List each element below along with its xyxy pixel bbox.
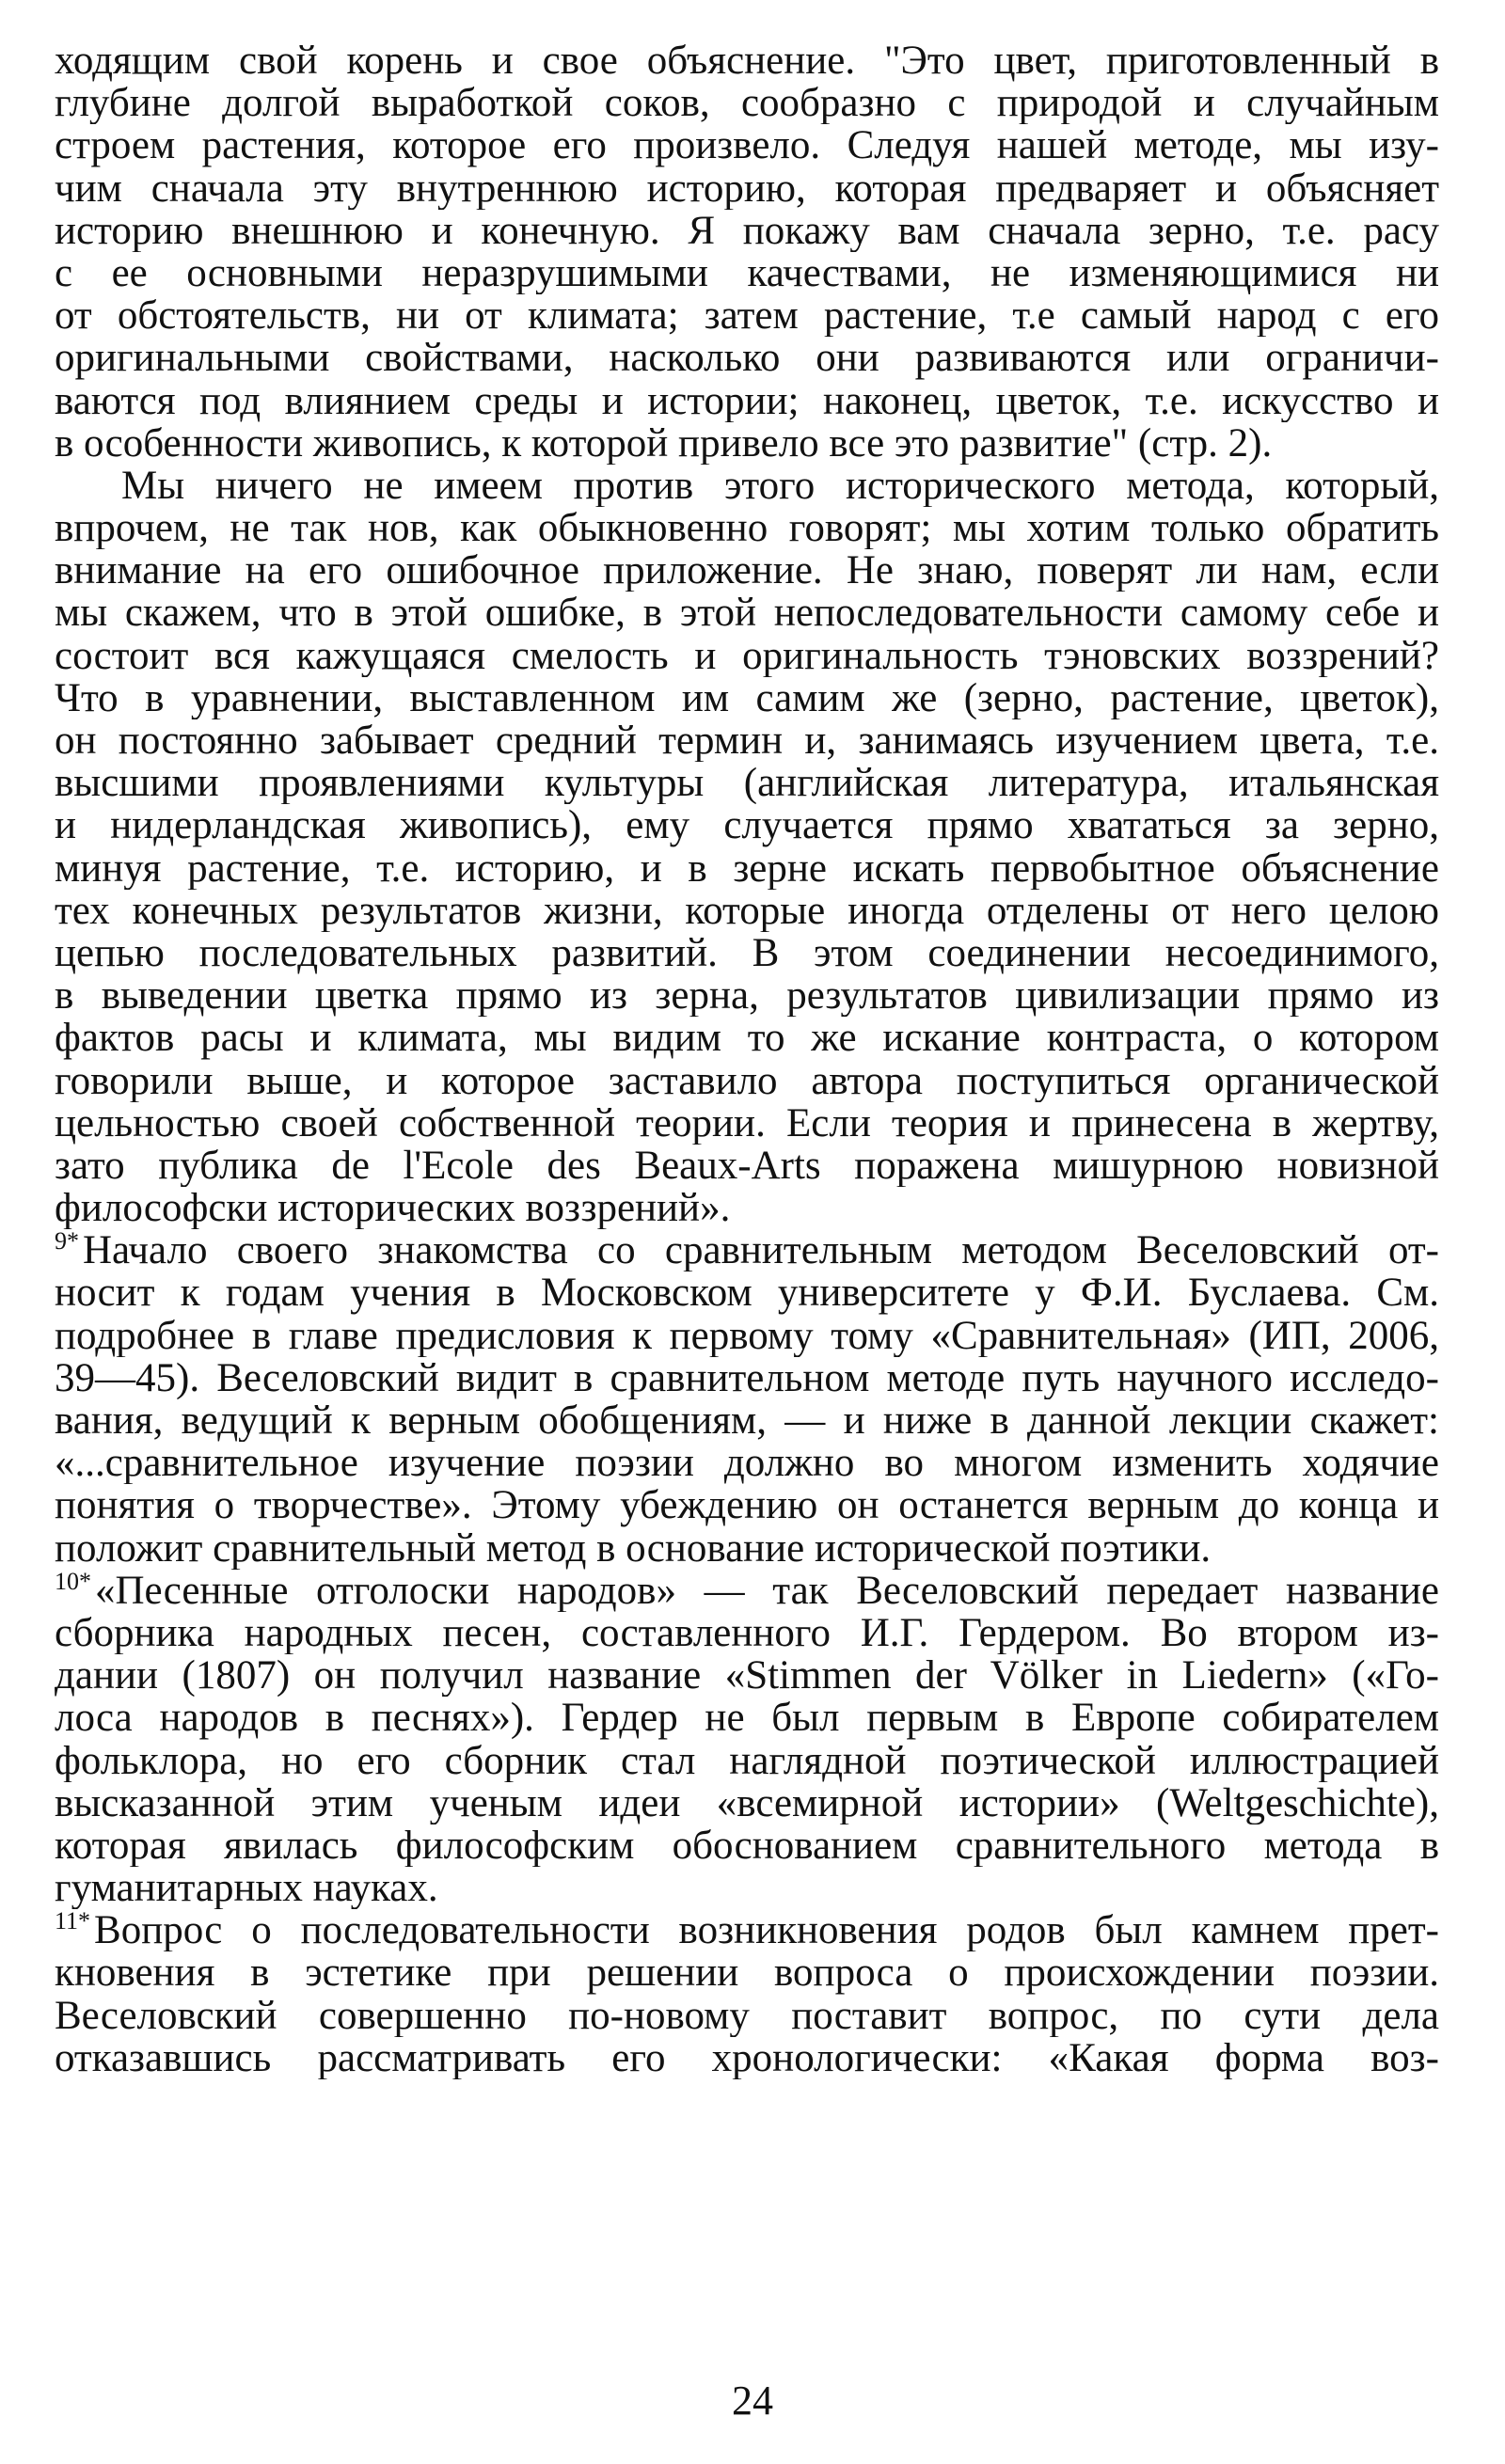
text-line: от обстоятельств, ни от климата; затем растение, т.е самый народ с его [55, 294, 1439, 338]
text-line: цельностью своей собственной теории. Если теория и принесена в жертву, [55, 1101, 1439, 1145]
text-line: чим сначала эту внутреннюю историю, которая предваряет и объясняет [55, 166, 1439, 210]
footnote-9-mark: 9* [55, 1229, 79, 1256]
text-line: Вопрос о последовательности возникновения родов был камнем прет- [94, 1909, 1439, 1952]
text-line: фольклора, но его сборник стал наглядной поэтической иллюстрацией [55, 1739, 1439, 1782]
paragraph-1 [55, 39, 1439, 465]
text-line: которая явилась философским обоснованием сравнительного метода в [55, 1824, 1439, 1868]
text-line: цепью последовательных развитий. В этом соединении несоединимого, [55, 931, 1439, 975]
text-line: и нидерландская живопись), ему случается прямо хвататься за зерно, [55, 804, 1439, 847]
text-line: «...сравнительное изучение поэзии должно во многом изменить ходячие [55, 1442, 1439, 1485]
text-line: внимание на его ошибочное приложение. Не знаю, поверят ли нам, если [55, 549, 1439, 592]
text-line: гуманитарных науках. [55, 1867, 438, 1910]
text-line: вания, ведущий к верным обобщениям, — и ниже в данной лекции скажет: [55, 1399, 1439, 1443]
text-line: положит сравнительный метод в основание исторической поэтики. [55, 1526, 1212, 1570]
text-line: с ее основными неразрушимыми качествами, не изменяющимися ни [55, 251, 1439, 295]
text-line: носит к годам учения в Московском университете у Ф.И. Буслаева. См. [55, 1271, 1439, 1315]
text-line: «Песенные отголоски народов» — так Веселовский передает название [95, 1569, 1439, 1612]
page-number: 24 [732, 2377, 773, 2424]
text-line: философски исторических воззрений». [55, 1187, 731, 1230]
text-line: говорили выше, и которое заставило автора поступиться органической [55, 1059, 1439, 1102]
text-line: ваются под влиянием среды и истории; наконец, цветок, т.е. искусство и [55, 379, 1439, 422]
footnote-9 [55, 1229, 1439, 1570]
text-line: понятия о творчестве». Этому убеждению он останется верным до конца и [55, 1484, 1439, 1527]
text-line: Веселовский совершенно по-новому поставит вопрос, по сути дела [55, 1994, 1439, 2037]
text-line: Начало своего знакомства со сравнительным методом Веселовский от- [83, 1229, 1439, 1272]
text-line: оригинальными свойствами, насколько они развиваются или ограничи- [55, 337, 1439, 380]
text-line: состоит вся кажущаяся смелость и оригинальность тэновских воззрений? [55, 634, 1439, 677]
text-line: в особенности живопись, к которой привело все это развитие" (стр. 2). [55, 421, 1273, 465]
text-line: строем растения, которое его произвело. Следуя нашей методе, мы изу- [55, 124, 1439, 167]
text-line: высшими проявлениями культуры (английская литература, итальянская [55, 762, 1439, 805]
text-line: кновения в эстетике при решении вопроса о происхождении поэзии. [55, 1951, 1439, 1995]
text-line: Мы ничего не имеем против этого исторического метода, который, [121, 464, 1439, 508]
footnote-10-mark: 10* [55, 1569, 91, 1595]
text-line: в выведении цветка прямо из зерна, результатов цивилизации прямо из [55, 974, 1439, 1018]
text-line: отказавшись рассматривать его хронологически: «Какая форма воз- [55, 2036, 1439, 2079]
text-line: фактов расы и климата, мы видим то же искание контраста, о котором [55, 1017, 1439, 1060]
footnote-11-mark: 11* [55, 1909, 91, 1935]
text-line: тех конечных результатов жизни, которые иногда отделены от него целою [55, 889, 1439, 932]
text-line: мы скажем, что в этой ошибке, в этой непоследовательности самому себе и [55, 592, 1439, 635]
text-line: минуя растение, т.е. историю, и в зерне искать первобытное объяснение [55, 846, 1439, 890]
text-line: сборника народных песен, составленного И.Г. Гердером. Во втором из- [55, 1611, 1439, 1655]
paragraph-2 [55, 465, 1439, 1229]
footnote-10 [55, 1570, 1439, 1910]
text-line: 39—45). Веселовский видит в сравнительном методе путь научного исследо- [55, 1356, 1439, 1399]
text-line: зато публика de l'Ecole des Beaux-Arts поражена мишурною новизной [55, 1144, 1439, 1188]
text-block [55, 39, 1439, 2079]
text-line: лоса народов в песнях»). Гердер не был первым в Европе собирателем [55, 1697, 1439, 1740]
text-line: историю внешнюю и конечную. Я покажу вам сначала зерно, т.е. расу [55, 209, 1439, 252]
text-line: Что в уравнении, выставленном им самим же (зерно, растение, цветок), [55, 676, 1439, 719]
text-line: он постоянно забывает средний термин и, занимаясь изучением цвета, т.е. [55, 719, 1439, 763]
text-line: глубине долгой выработкой соков, сообразно с природой и случайным [55, 82, 1439, 125]
text-line: дании (1807) он получил название «Stimmen der Völker in Liedern» («Го- [55, 1654, 1439, 1698]
text-line: впрочем, не так нов, как обыкновенно говорят; мы хотим только обратить [55, 507, 1439, 550]
text-line: подробнее в главе предисловия к первому тому «Сравнительная» (ИП, 2006, [55, 1314, 1439, 1357]
text-line: высказанной этим ученым идеи «всемирной истории» (Weltgeschichte), [55, 1781, 1439, 1824]
text-line: ходящим свой корень и свое объяснение. "Это цвет, приготовленный в [55, 39, 1439, 83]
footnote-11 [55, 1909, 1439, 2079]
